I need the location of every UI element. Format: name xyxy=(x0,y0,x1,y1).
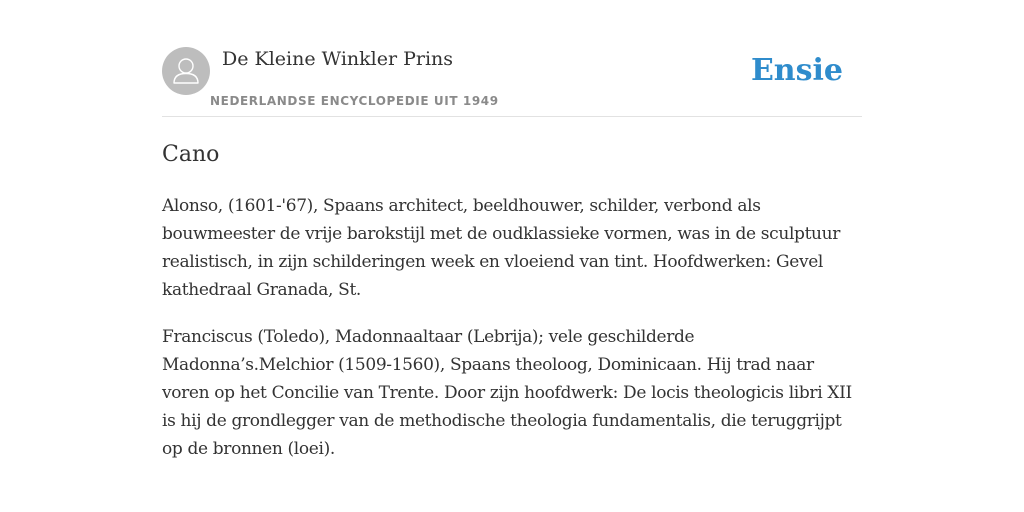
header xyxy=(162,46,862,117)
book-title[interactable]: De Kleine Winkler Prins xyxy=(222,48,454,70)
entry-content xyxy=(162,192,862,482)
avatar[interactable] xyxy=(162,47,210,95)
entry-paragraph: Alonso, (1601-'67), Spaans architect, beeldhouwer, schilder, verbond als bouwmeester de vrije barokstijl met de oudklassieke vormen, was in de sculptuur realistisch, in zijn schilderingen week en vloeiend van tint. Hoofdwerken: Gevel kathedraal Granada, St. xyxy=(162,196,841,300)
book-subtitle: NEDERLANDSE ENCYCLOPEDIE UIT 1949 xyxy=(210,94,499,108)
entry-paragraph: Franciscus (Toledo), Madonnaaltaar (Lebrija); vele geschilderde Madonna’s.Melchior (1509-1560), Spaans theoloog, Dominicaan. Hij trad naar voren op het Concilie van Trente. Door zijn hoofdwerk: De locis theologicis libri XII is hij de grondlegger van de methodische theologia fundamentalis, die teruggrijpt op de bronnen (loei). xyxy=(162,327,852,459)
page-title: Cano xyxy=(162,142,220,167)
user-icon xyxy=(162,47,210,95)
ensie-logo-link[interactable]: Ensie xyxy=(750,53,843,88)
